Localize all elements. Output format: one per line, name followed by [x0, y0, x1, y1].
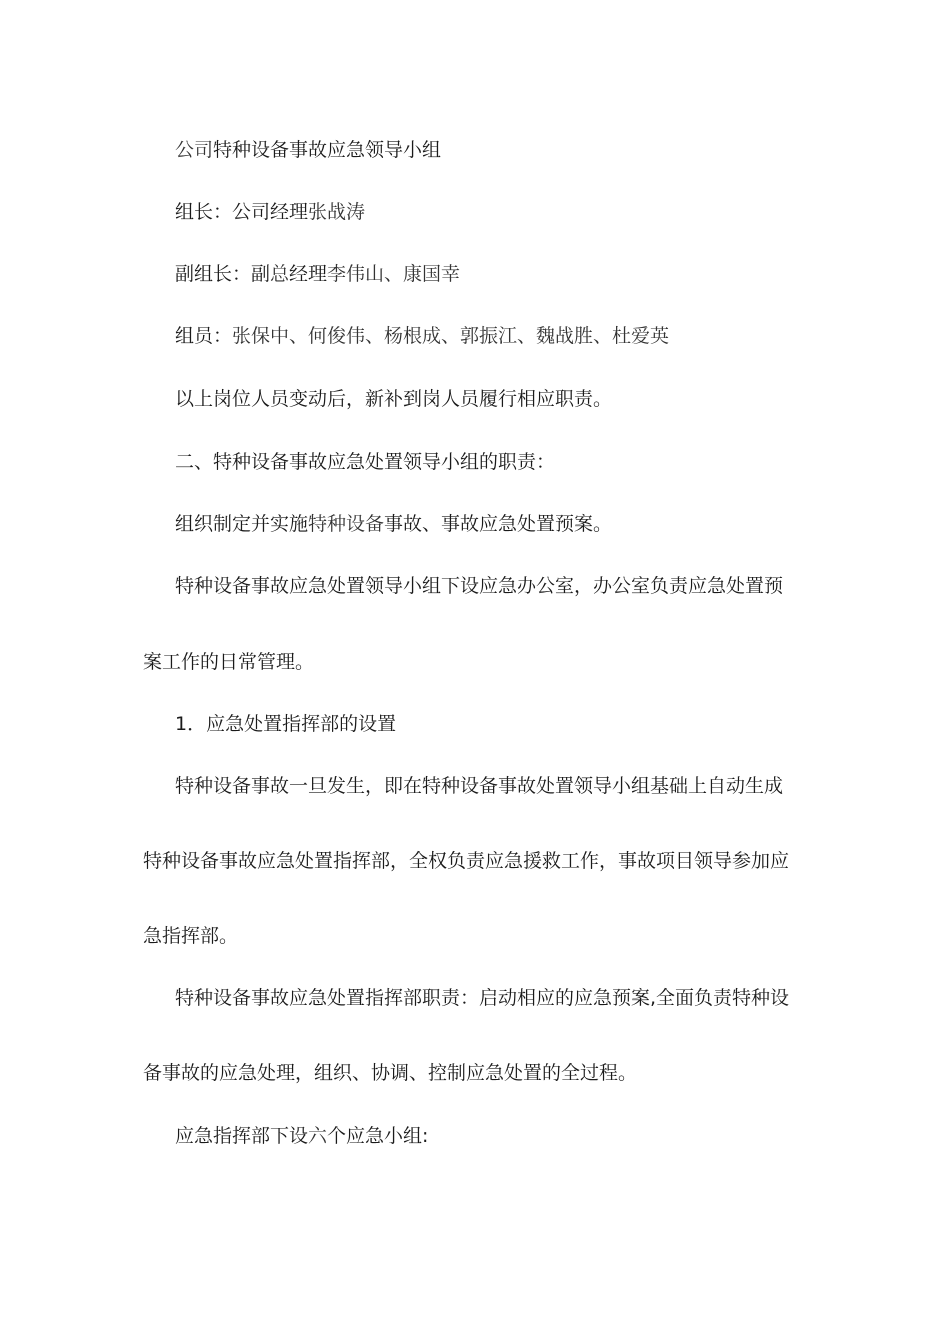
paragraph-4-line-1: 特种设备事故应急处置领导小组下设应急办公室，办公室负责应急处置预 — [175, 575, 784, 597]
p8-part-1: 应急指挥部下设 — [175, 1125, 309, 1147]
p8-part-3: 个应急小组: — [327, 1125, 429, 1147]
paragraph-8 — [175, 1124, 428, 1148]
paragraph-2-heading: 二、特种设备事故应急处置领导小组的职责： — [175, 451, 556, 473]
leader-label: 组长：公司经理 — [175, 201, 309, 223]
p3-part-2: 特种设备 — [308, 513, 385, 535]
p8-part-2: 六 — [308, 1125, 328, 1147]
leader-name: 张战涛 — [308, 201, 366, 223]
paragraph-3 — [175, 512, 612, 536]
deputy-label-1: 副组长：副 — [175, 263, 271, 285]
members-line — [175, 324, 669, 348]
leader-line — [175, 200, 365, 224]
paragraph-7-line-2: 备事故的应急处理，组织、协调、控制应急处置的全过程。 — [143, 1062, 638, 1084]
title-prefix: 公司 — [175, 139, 214, 161]
paragraph-6-line-1: 特种设备事故一旦发生，即在特种设备事故处置领导小组基础上自动生成 — [175, 775, 784, 797]
members-names: 张保中、何俊伟、杨根成、郭振江、魏战胜、杜爱英 — [232, 325, 670, 347]
paragraph-4-line-2: 案工作的日常管理。 — [143, 651, 315, 673]
p3-part-4: 故、事故应急处置预案。 — [403, 513, 613, 535]
paragraph-1: 以上岗位人员变动后，新补到岗人员履行相应职责。 — [175, 388, 613, 410]
title-main: 特种设备事故应急领导小组 — [213, 139, 442, 161]
paragraph-5-heading: 1．应急处置指挥部的设置 — [175, 713, 397, 735]
p3-part-3: 事 — [384, 513, 404, 535]
deputy-line — [175, 262, 460, 286]
deputy-names: 李伟山、康国幸 — [327, 263, 461, 285]
deputy-label-3: 经理 — [289, 263, 328, 285]
members-label: 组员： — [175, 325, 233, 347]
paragraph-6-line-3: 急指挥部。 — [143, 925, 239, 947]
p3-part-1: 组织制定并实施 — [175, 513, 309, 535]
section-title — [175, 138, 441, 162]
paragraph-7-line-1: 特种设备事故应急处置指挥部职责：启动相应的应急预案,全面负责特种设 — [175, 987, 790, 1009]
deputy-label-2: 总 — [270, 263, 290, 285]
paragraph-6-line-2: 特种设备事故应急处置指挥部，全权负责应急援救工作，事故项目领导参加应 — [143, 850, 790, 872]
